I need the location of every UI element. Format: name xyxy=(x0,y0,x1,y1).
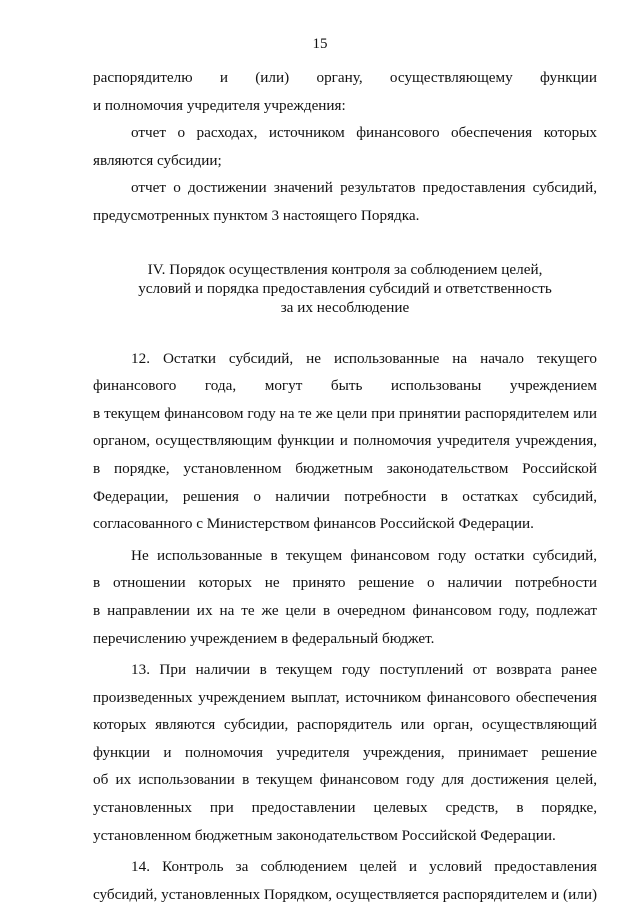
text-line: согласованного с Министерством финансов Российской Федерации. xyxy=(93,515,534,533)
paragraph-12-continued xyxy=(93,542,597,652)
paragraph-14 xyxy=(93,853,597,908)
heading-line: IV. Порядок осуществления контроля за соблюдением целей, xyxy=(147,260,543,278)
heading-line: за их несоблюдение xyxy=(280,298,410,316)
page-number: 15 xyxy=(312,36,328,52)
text-line: в отношении которых не принято решение о наличии потребности xyxy=(93,574,597,592)
text-line: об их использовании в текущем финансовом году для достижения целей, xyxy=(93,771,597,789)
text-line: установленном бюджетным законодательством Российской Федерации. xyxy=(93,826,556,844)
text-line: которых являются субсидии, распорядитель или орган, осуществляющий xyxy=(93,716,597,734)
text-line: в порядке, установленном бюджетным законодательством Российской xyxy=(93,459,597,477)
text-line: 14. Контроль за соблюдением целей и условий предоставления xyxy=(131,858,597,876)
text-line: и полномочия учредителя учреждения: xyxy=(93,96,346,114)
section-heading xyxy=(93,260,597,317)
heading-line: условий и порядка предоставления субсидий и ответственность xyxy=(138,279,552,297)
text-line: распорядителю и (или) органу, осуществляющему функции xyxy=(93,69,597,86)
text-line: произведенных учреждением выплат, источником финансового обеспечения xyxy=(93,688,597,706)
text-line: предусмотренных пунктом 3 настоящего Порядка. xyxy=(93,206,420,224)
text-line: органом, осуществляющим функции и полномочия учредителя учреждения, xyxy=(93,432,597,450)
text-line: отчет о достижении значений результатов предоставления субсидий, xyxy=(131,179,597,197)
paragraph-report-results xyxy=(93,174,597,229)
text-line: Федерации, решения о наличии потребности в остатках субсидий, xyxy=(93,487,597,505)
text-line: отчет о расходах, источником финансового обеспечения которых xyxy=(131,124,597,142)
text-line: функции и полномочия учредителя учреждения, принимает решение xyxy=(93,743,597,761)
text-line: в направлении их на те же цели в очередном финансовом году, подлежат xyxy=(93,601,597,619)
text-line: финансового года, могут быть использованы учреждением xyxy=(93,377,597,395)
text-line: субсидий, установленных Порядком, осуществляется распорядителем и (или) xyxy=(93,885,597,903)
text-line: 13. При наличии в текущем году поступлений от возврата ранее xyxy=(131,661,597,679)
text-line: в текущем финансовом году на те же цели при принятии распорядителем или xyxy=(93,404,597,422)
paragraph-report-expenses xyxy=(93,119,597,174)
paragraph-12 xyxy=(93,345,597,538)
text-line: установленных при предоставлении целевых средств, в порядке, xyxy=(93,799,597,817)
paragraph-intro xyxy=(93,64,597,119)
text-line: являются субсидии; xyxy=(93,151,222,169)
text-line: 12. Остатки субсидий, не использованные на начало текущего xyxy=(131,349,597,367)
text-line: Не использованные в текущем финансовом году остатки субсидий, xyxy=(131,546,597,564)
document-body xyxy=(93,64,597,908)
text-line: перечислению учреждением в федеральный бюджет. xyxy=(93,629,435,647)
paragraph-13 xyxy=(93,656,597,849)
